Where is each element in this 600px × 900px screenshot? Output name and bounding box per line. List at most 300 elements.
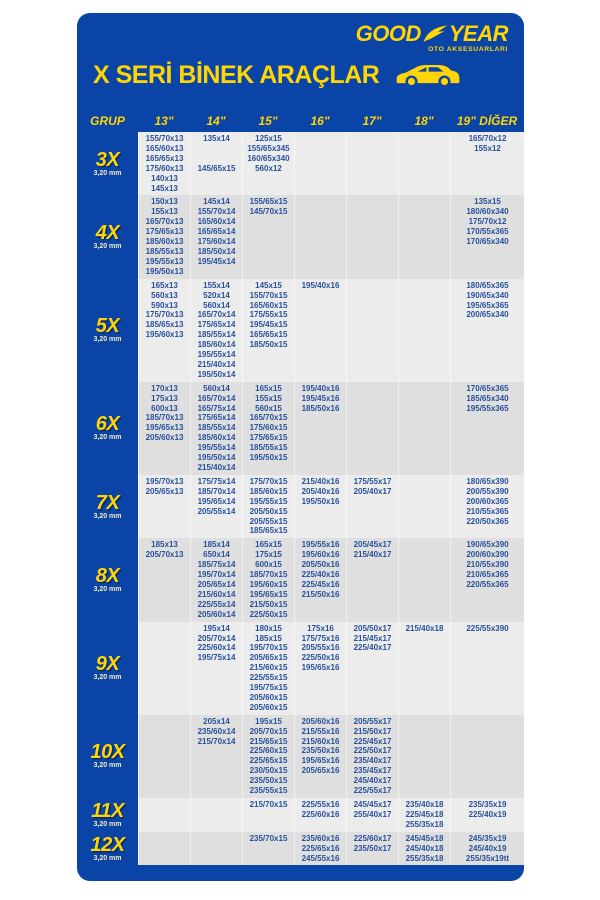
size-cell — [138, 279, 190, 382]
goodyear-logo — [356, 23, 508, 53]
tire-size: 185/60x14 — [197, 340, 236, 350]
column-header-16in: 16" — [310, 114, 330, 128]
tire-size: 205/70x13 — [145, 550, 184, 560]
table-row-10x — [77, 715, 524, 798]
tire-size: 175/75x14 — [197, 476, 236, 486]
tire-size: 160/65x340 — [247, 153, 290, 163]
tire-size: 215/40x14 — [197, 463, 236, 472]
tire-size: 205/65x14 — [197, 579, 236, 589]
size-cell — [294, 279, 346, 382]
tire-size: 185x14 — [203, 540, 230, 550]
tire-size: 205/50x16 — [301, 560, 340, 570]
tire-size: 165/70x14 — [197, 393, 236, 403]
tire-size: 195/75x14 — [197, 653, 236, 663]
tire-size: 205/50x17 — [353, 623, 392, 633]
tire-size: 195/45x16 — [301, 393, 340, 403]
tire-size: 195/55x14 — [197, 443, 236, 453]
tire-size: 210/55x365 — [466, 506, 509, 516]
tire-size: 180/65x390 — [466, 476, 509, 486]
brochure-panel — [77, 13, 524, 881]
tire-size: 195/60x15 — [249, 579, 288, 589]
table-row-11x — [77, 798, 524, 832]
tire-size: 155/70x13 — [145, 134, 184, 143]
tire-size: 235/70x15 — [249, 833, 288, 843]
tire-size: 195/45x15 — [249, 320, 288, 330]
group-name: 11X — [91, 799, 124, 822]
size-cell — [398, 715, 450, 798]
tire-size: 190/65x390 — [466, 540, 509, 550]
tire-size: 175/65x14 — [197, 413, 236, 423]
tire-size: 135x15 — [474, 197, 501, 207]
size-cell — [242, 622, 294, 715]
size-cell — [138, 832, 190, 866]
tire-size: 210/55x390 — [466, 560, 509, 570]
logo-subtitle: OTO AKSESUARLARI — [428, 46, 508, 53]
tire-size: 225/40x19 — [468, 809, 507, 819]
tire-size: 560x12 — [255, 163, 282, 173]
tire-size: 215/40x16 — [301, 476, 340, 486]
tire-size: 245/45x18 — [405, 833, 444, 843]
tire-size: 155/65x15 — [249, 197, 288, 207]
tire-size: 215/70x15 — [249, 800, 288, 809]
tire-size: 175/60x13 — [145, 163, 184, 173]
tire-size: 170/65x340 — [466, 237, 509, 247]
tire-size: 195/50x14 — [197, 453, 236, 463]
size-cell — [190, 798, 242, 832]
tire-size: 165/70x15 — [249, 413, 288, 423]
tire-size: 175/70x13 — [145, 310, 184, 320]
tire-size: 195/60x13 — [145, 330, 184, 340]
tire-size: 225/55x14 — [197, 599, 236, 609]
size-cell — [242, 279, 294, 382]
size-cell — [398, 475, 450, 538]
size-cell — [346, 279, 398, 382]
group-name: 3X — [95, 148, 120, 171]
tire-size: 165/65x14 — [197, 227, 236, 237]
tire-size: 205/60x13 — [145, 433, 184, 443]
tire-size: 235/40x17 — [353, 756, 392, 766]
size-cell — [138, 195, 190, 278]
table-row-9x — [77, 622, 524, 715]
tire-size: 185/65x13 — [145, 320, 184, 330]
tire-size: 195/50x15 — [249, 453, 288, 463]
table-body — [77, 132, 524, 865]
group-name: 10X — [90, 741, 125, 764]
tire-size: 165x13 — [151, 280, 178, 290]
tire-size: 195x14 — [203, 623, 230, 633]
tire-size: 175x13 — [151, 393, 178, 403]
tire-size: 150x13 — [151, 197, 178, 207]
tire-size: 235/35x19 — [468, 800, 507, 809]
tire-size: 205/60x15 — [249, 702, 288, 712]
tire-size: 145/70x15 — [249, 207, 288, 217]
tire-size: 195/65x16 — [301, 663, 340, 673]
tire-size: 155x15 — [255, 393, 282, 403]
group-gauge: 3,20 mm — [93, 434, 122, 442]
group-gauge: 3,20 mm — [93, 585, 122, 593]
column-header-14in: 14" — [206, 114, 226, 128]
table-row-8x — [77, 538, 524, 621]
tire-size: 180/65x365 — [466, 280, 509, 290]
size-cell — [398, 538, 450, 621]
tire-size: 165/65x15 — [249, 330, 288, 340]
tire-size — [191, 144, 242, 154]
tire-size: 235/50x16 — [301, 746, 340, 756]
tire-size: 220/50x365 — [466, 516, 509, 526]
tire-size: 225/40x16 — [301, 570, 340, 580]
group-label-cell — [77, 538, 138, 621]
tire-size: 225/45x16 — [301, 579, 340, 589]
group-name: 6X — [95, 413, 120, 436]
tire-size: 205/65x13 — [145, 486, 184, 496]
tire-size: 155/70x15 — [249, 290, 288, 300]
size-cell — [190, 132, 242, 195]
size-cell — [450, 132, 524, 195]
tire-size: 175/75x16 — [301, 633, 340, 643]
size-cell — [294, 832, 346, 866]
tire-size: 560x13 — [151, 290, 178, 300]
tire-size: 185/65x15 — [249, 526, 288, 536]
tire-size: 145x15 — [255, 280, 282, 290]
tire-size: 175/60x14 — [197, 237, 236, 247]
tire-size: 180x15 — [255, 623, 282, 633]
tire-size: 650x14 — [203, 550, 230, 560]
group-label-cell — [77, 715, 138, 798]
tire-size: 195/40x16 — [301, 280, 340, 290]
size-cell — [242, 475, 294, 538]
tire-size: 185/55x14 — [197, 330, 236, 340]
tire-size: 175/70x12 — [468, 217, 507, 227]
tire-size: 255/40x17 — [353, 809, 392, 819]
tire-size: 165/75x14 — [197, 403, 236, 413]
tire-size: 190/65x340 — [466, 290, 509, 300]
tire-size: 220/55x365 — [466, 579, 509, 589]
tire-size: 245/40x19 — [468, 843, 507, 853]
tire-size: 195/70x14 — [197, 570, 236, 580]
tire-size: 175/65x14 — [197, 320, 236, 330]
tire-size: 165/70x12 — [468, 134, 507, 143]
tire-size: 205/55x16 — [301, 643, 340, 653]
group-label-cell — [77, 475, 138, 538]
column-header-row — [77, 110, 524, 132]
tire-size: 200/60x390 — [466, 550, 509, 560]
tire-size: 205/55x14 — [197, 506, 236, 516]
size-cell — [346, 622, 398, 715]
wingfoot-icon — [422, 24, 448, 44]
tire-size: 195/65x14 — [197, 496, 236, 506]
tire-size: 185/70x13 — [145, 413, 184, 423]
size-cell — [242, 538, 294, 621]
tire-size: 185/60x15 — [249, 486, 288, 496]
size-cell — [190, 622, 242, 715]
tire-size: 200/65x340 — [466, 310, 509, 320]
tire-size: 195/45x14 — [197, 256, 236, 266]
size-cell — [190, 832, 242, 866]
tire-size: 165x15 — [255, 383, 282, 393]
column-header-15in: 15" — [258, 114, 278, 128]
group-gauge: 3,20 mm — [93, 243, 122, 251]
tire-size: 145x14 — [203, 197, 230, 207]
size-cell — [294, 382, 346, 475]
tire-size: 185/50x16 — [301, 403, 340, 413]
size-cell — [242, 195, 294, 278]
size-cell — [450, 382, 524, 475]
size-cell — [294, 798, 346, 832]
tire-size: 245/55x16 — [301, 853, 340, 863]
tire-size: 185/75x14 — [197, 560, 236, 570]
tire-size: 175/65x15 — [249, 433, 288, 443]
size-cell — [190, 382, 242, 475]
group-name: 12X — [90, 833, 125, 856]
tire-size: 185/50x15 — [249, 340, 288, 350]
tire-size: 560x15 — [255, 403, 282, 413]
car-icon — [395, 63, 461, 89]
tire-size: 195/55x13 — [145, 256, 184, 266]
size-cell — [346, 195, 398, 278]
size-cell — [138, 475, 190, 538]
tire-size: 235/40x18 — [405, 800, 444, 809]
tire-size: 165/70x14 — [197, 310, 236, 320]
tire-size: 155/65x345 — [247, 143, 290, 153]
group-name: 4X — [95, 222, 120, 245]
group-gauge: 3,20 mm — [93, 512, 122, 520]
tire-size: 185x15 — [255, 633, 282, 643]
tire-size: 170x13 — [151, 383, 178, 393]
tire-size: 165/60x15 — [249, 300, 288, 310]
size-cell — [450, 798, 524, 832]
tire-size: 170/55x365 — [466, 227, 509, 237]
tire-size: 205/65x16 — [301, 766, 340, 776]
tire-size: 255/35x19tt — [465, 853, 510, 863]
tire-size: 235/60x14 — [197, 726, 236, 736]
size-cell — [346, 832, 398, 866]
tire-size: 225/55x16 — [301, 800, 340, 809]
tire-size: 205/65x15 — [249, 653, 288, 663]
tire-size: 225/65x15 — [249, 756, 288, 766]
tire-size: 215/60x15 — [249, 663, 288, 673]
tire-size: 195/70x13 — [145, 476, 184, 486]
size-cell — [138, 132, 190, 195]
size-cell — [398, 132, 450, 195]
group-gauge: 3,20 mm — [93, 820, 122, 828]
tire-size: 195/60x16 — [301, 550, 340, 560]
size-cell — [138, 382, 190, 475]
tire-size: 195/55x15 — [249, 496, 288, 506]
size-cell — [346, 538, 398, 621]
tire-size: 215/45x17 — [353, 633, 392, 643]
tire-size: 205x14 — [203, 716, 230, 726]
tire-size: 175/70x15 — [249, 476, 288, 486]
group-gauge: 3,20 mm — [93, 169, 122, 177]
tire-size: 185/60x13 — [145, 237, 184, 247]
size-cell — [398, 798, 450, 832]
size-cell — [242, 132, 294, 195]
tire-size: 215/55x16 — [301, 726, 340, 736]
size-cell — [346, 132, 398, 195]
tire-size: 225/60x16 — [301, 809, 340, 819]
group-label-cell — [77, 195, 138, 278]
size-cell — [346, 798, 398, 832]
tire-size: 215/50x15 — [249, 599, 288, 609]
tire-size: 225/55x15 — [249, 673, 288, 683]
tire-size: 225/55x17 — [353, 786, 392, 796]
table-row-7x — [77, 475, 524, 538]
tire-size: 225/60x15 — [249, 746, 288, 756]
size-cell — [398, 279, 450, 382]
size-cell — [398, 382, 450, 475]
size-cell — [190, 195, 242, 278]
table-row-3x — [77, 132, 524, 195]
tire-size: 145x13 — [151, 183, 178, 193]
size-cell — [242, 832, 294, 866]
tire-size: 205/55x15 — [249, 516, 288, 526]
column-header-19in: 19" DİĞER — [456, 114, 518, 128]
group-label-cell — [77, 832, 138, 866]
group-gauge: 3,20 mm — [93, 336, 122, 344]
column-header-grup: GRUP — [90, 114, 125, 128]
group-name: 9X — [95, 653, 120, 676]
tire-size: 205/70x14 — [197, 633, 236, 643]
tire-size: 195/65x15 — [249, 589, 288, 599]
tire-size: 145/65x15 — [197, 163, 236, 173]
goodyear-logo-text — [356, 23, 508, 45]
tire-size: 175x15 — [255, 550, 282, 560]
tire-size: 185/55x15 — [249, 443, 288, 453]
tire-size: 230/50x15 — [249, 766, 288, 776]
size-cell — [346, 382, 398, 475]
tire-size: 235/60x16 — [301, 833, 340, 843]
table-row-6x — [77, 382, 524, 475]
tire-size: 225/60x14 — [197, 643, 236, 653]
tire-size: 195x15 — [255, 716, 282, 726]
tire-size: 165/65x13 — [145, 153, 184, 163]
column-header-18in: 18" — [414, 114, 434, 128]
table-row-12x — [77, 832, 524, 866]
tire-size: 205/60x15 — [249, 692, 288, 702]
size-cell — [138, 715, 190, 798]
table-row-5x — [77, 279, 524, 382]
tire-size: 245/40x17 — [353, 776, 392, 786]
tire-size: 175/55x15 — [249, 310, 288, 320]
tire-size: 210/65x365 — [466, 570, 509, 580]
size-cell — [450, 832, 524, 866]
size-cell — [398, 195, 450, 278]
size-cell — [450, 715, 524, 798]
group-name: 5X — [95, 315, 120, 338]
tire-size: 235/50x15 — [249, 776, 288, 786]
size-cell — [294, 195, 346, 278]
size-cell — [190, 715, 242, 798]
logo-year-text: YEAR — [448, 21, 508, 46]
tire-size: 215/40x14 — [197, 359, 236, 369]
tire-size: 180/60x340 — [466, 207, 509, 217]
tire-size: 125x15 — [255, 134, 282, 143]
tire-size: 225/55x390 — [466, 623, 509, 633]
tire-size: 225/65x16 — [301, 843, 340, 853]
tire-size: 215/60x16 — [301, 736, 340, 746]
size-cell — [294, 475, 346, 538]
tire-size: 225/45x17 — [353, 736, 392, 746]
size-cell — [294, 132, 346, 195]
tire-size: 155/70x14 — [197, 207, 236, 217]
tire-size: 215/50x17 — [353, 726, 392, 736]
tire-size: 185/50x14 — [197, 246, 236, 256]
tire-size: 165/60x13 — [145, 143, 184, 153]
table-row-4x — [77, 195, 524, 278]
tire-size: 195/65x13 — [145, 423, 184, 433]
size-cell — [242, 382, 294, 475]
group-gauge: 3,20 mm — [93, 674, 122, 682]
tire-size: 140x13 — [151, 173, 178, 183]
tire-size: 215/70x14 — [197, 736, 236, 746]
tire-size: 165x15 — [255, 540, 282, 550]
tire-size: 225/50x17 — [353, 746, 392, 756]
size-cell — [450, 622, 524, 715]
tire-size: 185/55x13 — [145, 246, 184, 256]
tire-size: 215/60x14 — [197, 589, 236, 599]
tire-size: 195/65x16 — [301, 756, 340, 766]
tire-size: 195/75x15 — [249, 683, 288, 693]
group-gauge: 3,20 mm — [93, 854, 122, 862]
tire-size: 205/40x16 — [301, 486, 340, 496]
tire-size: 185/70x15 — [249, 570, 288, 580]
tire-size: 165/60x14 — [197, 217, 236, 227]
group-gauge: 3,20 mm — [93, 762, 122, 770]
tire-size: 185/65x340 — [466, 393, 509, 403]
group-label-cell — [77, 279, 138, 382]
size-cell — [242, 715, 294, 798]
size-cell — [190, 475, 242, 538]
tire-size: 195/55x365 — [466, 403, 509, 413]
tire-size: 255/35x18 — [405, 819, 444, 829]
tire-size: 600x13 — [151, 403, 178, 413]
tire-size: 225/40x17 — [353, 643, 392, 653]
size-cell — [190, 538, 242, 621]
tire-size: 185/60x14 — [197, 433, 236, 443]
size-cell — [294, 538, 346, 621]
tire-size: 135x14 — [203, 134, 230, 143]
group-name: 8X — [95, 564, 120, 587]
tire-size: 205/70x15 — [249, 726, 288, 736]
tire-size: 560x14 — [203, 383, 230, 393]
size-cell — [294, 715, 346, 798]
tire-size: 185/55x14 — [197, 423, 236, 433]
tire-size: 245/40x18 — [405, 843, 444, 853]
group-label-cell — [77, 798, 138, 832]
tire-size: 225/60x17 — [353, 833, 392, 843]
tire-size: 185/70x14 — [197, 486, 236, 496]
tire-size: 215/50x16 — [301, 589, 340, 599]
tire-size: 245/35x19 — [468, 833, 507, 843]
column-header-17in: 17" — [362, 114, 382, 128]
tire-size: 600x15 — [255, 560, 282, 570]
group-label-cell — [77, 622, 138, 715]
group-name: 7X — [95, 491, 120, 514]
tire-size: 175x16 — [307, 623, 334, 633]
tire-size: 205/60x14 — [197, 609, 236, 619]
tire-size: 225/45x18 — [405, 809, 444, 819]
tire-size: 205/45x17 — [353, 540, 392, 550]
tire-size: 235/50x17 — [353, 843, 392, 853]
size-cell — [450, 475, 524, 538]
tire-size: 195/50x13 — [145, 266, 184, 276]
tire-size: 200/60x365 — [466, 496, 509, 506]
tire-size: 195/50x16 — [301, 496, 340, 506]
size-cell — [138, 798, 190, 832]
tire-size: 560x14 — [203, 300, 230, 310]
size-cell — [346, 715, 398, 798]
size-cell — [138, 622, 190, 715]
